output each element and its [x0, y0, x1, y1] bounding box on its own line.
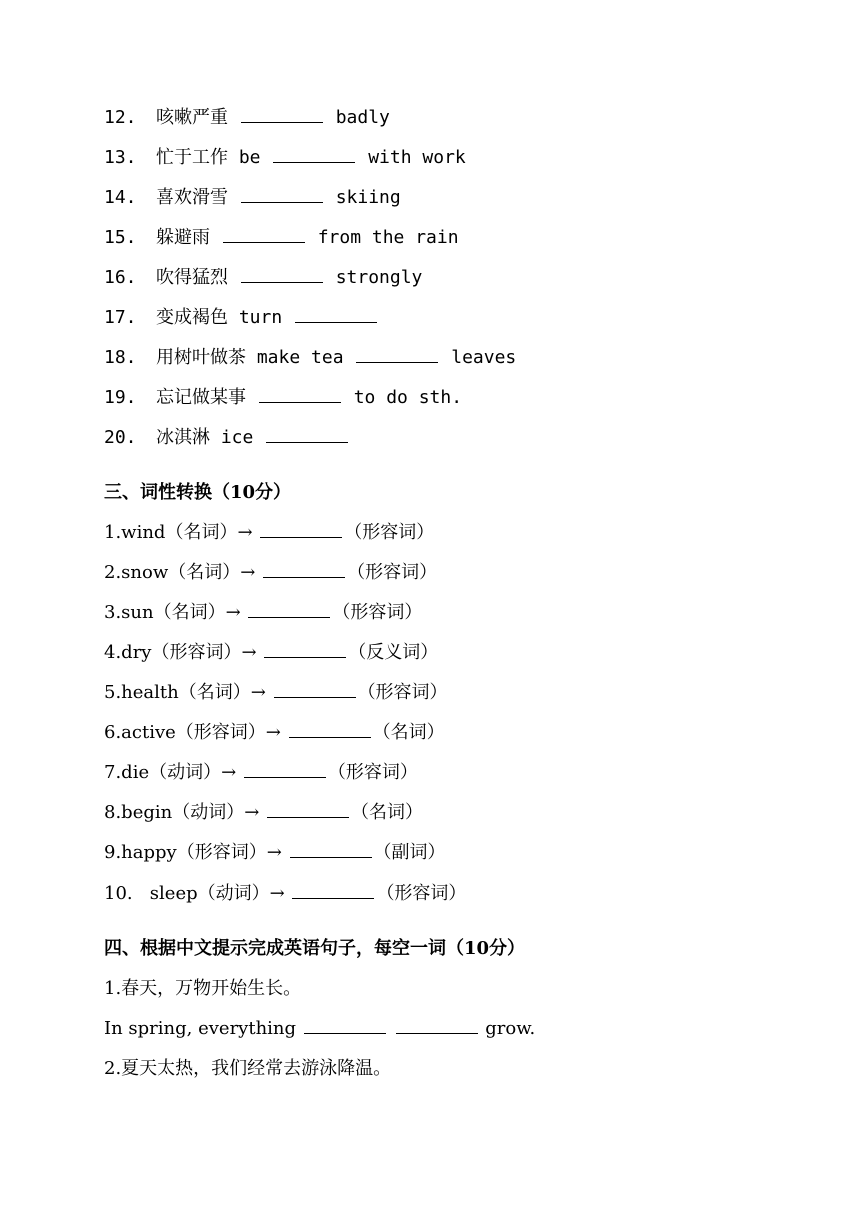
chinese-prompt: 忙于工作: [156, 147, 228, 168]
english-text: ice: [220, 427, 254, 448]
item-number: 16.: [104, 267, 137, 288]
english-text: from the rain: [317, 227, 459, 248]
conversion-item-10: [104, 882, 466, 906]
conversion-prompt: 6.active（形容词）→: [104, 722, 281, 743]
conversion-hint: （形容词）: [376, 883, 467, 904]
item-number: 18.: [104, 347, 137, 368]
english-text: make tea: [256, 347, 344, 368]
conversion-prompt: 10. sleep（动词）→: [104, 883, 285, 904]
conversion-hint: （名词）: [351, 802, 424, 823]
answer-blank[interactable]: [290, 843, 372, 858]
phrase-item-13: [104, 146, 466, 170]
english-text: leaves: [451, 347, 517, 368]
phrase-item-17: [104, 306, 379, 330]
english-text: turn: [238, 307, 283, 328]
chinese-prompt: 咳嗽严重: [156, 107, 228, 128]
chinese-prompt: 用树叶做茶: [156, 347, 246, 368]
english-text: to do sth.: [353, 387, 463, 408]
conversion-item-9: [104, 841, 446, 865]
answer-blank[interactable]: [273, 148, 355, 163]
answer-blank[interactable]: [259, 388, 341, 403]
question-1-chinese: 1.春天，万物开始生长。: [104, 978, 302, 999]
item-number: 19.: [104, 387, 137, 408]
chinese-prompt: 冰淇淋: [156, 427, 210, 448]
section-3-title: 三、词性转换（10分）: [104, 482, 292, 503]
phrase-item-19: [104, 386, 462, 410]
conversion-item-1: [104, 521, 434, 545]
conversion-prompt: 4.dry（形容词）→: [104, 642, 257, 663]
english-text: badly: [335, 107, 390, 128]
chinese-prompt: 变成褐色: [156, 307, 228, 328]
conversion-prompt: 7.die（动词）→: [104, 762, 237, 783]
conversion-item-5: [104, 681, 448, 705]
conversion-hint: （形容词）: [357, 682, 448, 703]
answer-blank[interactable]: [267, 803, 349, 818]
chinese-prompt: 吹得猛烈: [156, 267, 228, 288]
answer-blank[interactable]: [289, 723, 371, 738]
phrase-item-20: [104, 426, 350, 450]
answer-blank[interactable]: [292, 884, 374, 899]
phrase-item-14: [104, 186, 401, 210]
phrase-item-12: [104, 106, 390, 130]
answer-blank[interactable]: [248, 603, 330, 618]
answer-blank[interactable]: [264, 643, 346, 658]
item-number: 14.: [104, 187, 137, 208]
conversion-item-6: [104, 721, 445, 745]
answer-blank[interactable]: [266, 428, 348, 443]
conversion-item-8: [104, 801, 423, 825]
conversion-item-7: [104, 761, 418, 785]
conversion-prompt: 1.wind（名词）→: [104, 522, 253, 543]
english-sentence-start: In spring, everything: [104, 1018, 297, 1039]
question-1-english: [104, 1017, 535, 1041]
item-number: 20.: [104, 427, 137, 448]
conversion-hint: （名词）: [372, 722, 445, 743]
english-text: be: [238, 147, 261, 168]
item-number: 13.: [104, 147, 137, 168]
phrase-item-18: [104, 346, 516, 370]
answer-blank[interactable]: [263, 563, 345, 578]
answer-blank[interactable]: [274, 683, 356, 698]
conversion-hint: （副词）: [373, 842, 446, 863]
conversion-hint: （形容词）: [347, 562, 438, 583]
item-number: 17.: [104, 307, 137, 328]
english-text: strongly: [335, 267, 423, 288]
question-2-chinese: 2.夏天太热，我们经常去游泳降温。: [104, 1058, 392, 1079]
section-4-title: 四、根据中文提示完成英语句子，每空一词（10分）: [104, 938, 526, 959]
conversion-prompt: 2.snow（名词）→: [104, 562, 256, 583]
chinese-prompt: 躲避雨: [156, 227, 210, 248]
conversion-prompt: 8.begin（动词）→: [104, 802, 260, 823]
conversion-hint: （形容词）: [327, 762, 418, 783]
conversion-item-3: [104, 601, 422, 625]
english-sentence-end: grow.: [485, 1018, 536, 1039]
conversion-hint: （形容词）: [344, 522, 435, 543]
english-text: with work: [368, 147, 466, 168]
answer-blank[interactable]: [244, 763, 326, 778]
conversion-prompt: 9.happy（形容词）→: [104, 842, 282, 863]
conversion-item-4: [104, 641, 438, 665]
answer-blank[interactable]: [304, 1019, 386, 1034]
conversion-prompt: 3.sun（名词）→: [104, 602, 241, 623]
chinese-prompt: 忘记做某事: [156, 387, 246, 408]
answer-blank[interactable]: [241, 188, 323, 203]
answer-blank[interactable]: [223, 228, 305, 243]
phrase-item-15: [104, 226, 459, 250]
chinese-prompt: 喜欢滑雪: [156, 187, 228, 208]
conversion-prompt: 5.health（名词）→: [104, 682, 266, 703]
conversion-hint: （形容词）: [332, 602, 423, 623]
english-text: skiing: [335, 187, 401, 208]
item-number: 12.: [104, 107, 137, 128]
answer-blank[interactable]: [241, 108, 323, 123]
conversion-hint: （反义词）: [348, 642, 439, 663]
phrase-item-16: [104, 266, 422, 290]
answer-blank[interactable]: [356, 348, 438, 363]
answer-blank[interactable]: [260, 523, 342, 538]
conversion-item-2: [104, 561, 437, 585]
item-number: 15.: [104, 227, 137, 248]
answer-blank[interactable]: [295, 308, 377, 323]
answer-blank[interactable]: [396, 1019, 478, 1034]
answer-blank[interactable]: [241, 268, 323, 283]
